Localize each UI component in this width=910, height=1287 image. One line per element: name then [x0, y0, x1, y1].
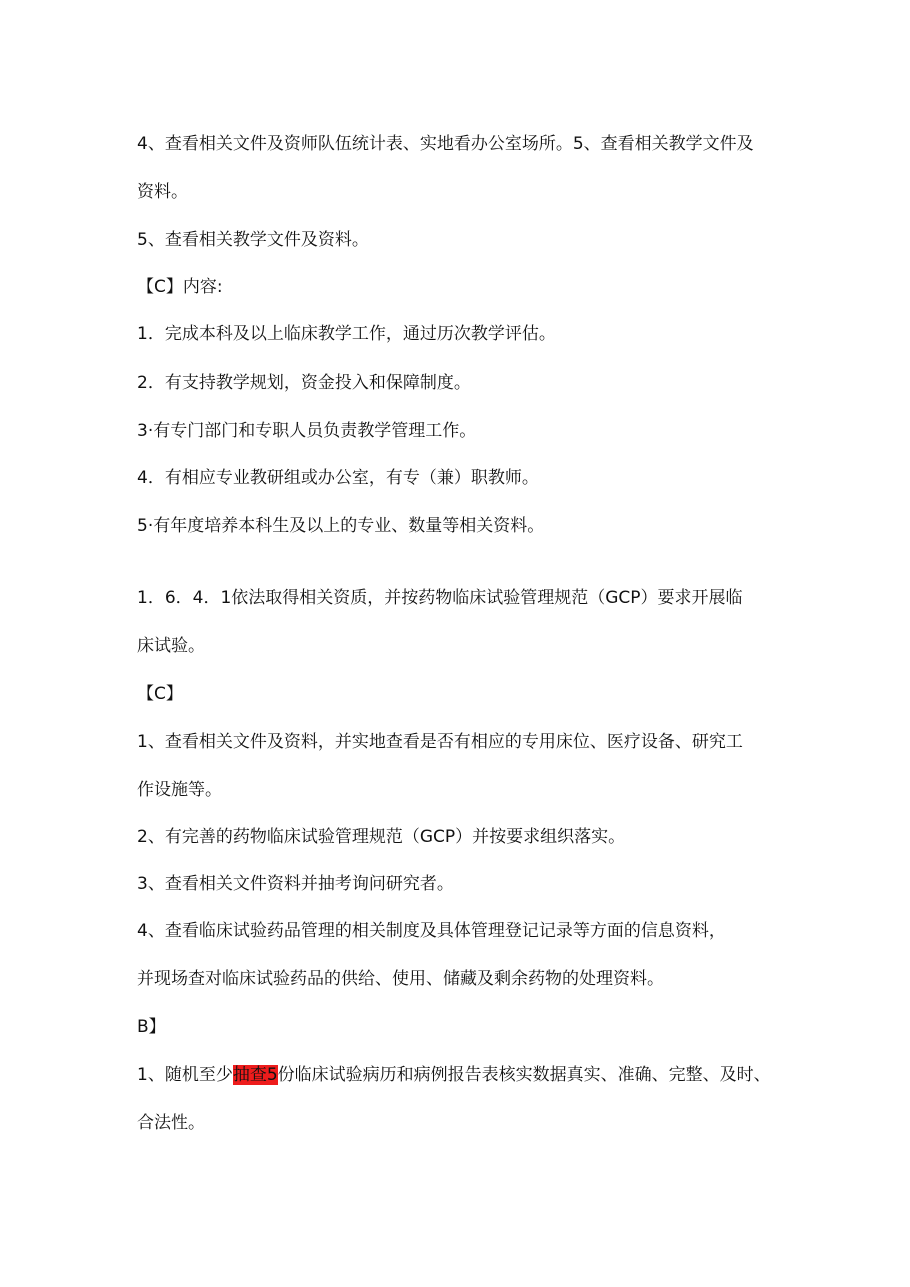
- section-heading: 【C】: [137, 684, 183, 704]
- list-item: 3·有专门部门和专职人员负责教学管理工作。: [137, 421, 477, 441]
- text-line: 并现场查对临床试验药品的供给、使用、储藏及剩余药物的处理资料。: [137, 969, 664, 989]
- text-line: 合法性。: [137, 1113, 205, 1133]
- text-segment: 1、随机至少: [137, 1065, 233, 1085]
- list-item: 2．有支持教学规划，资金投入和保障制度。: [137, 373, 471, 393]
- text-segment: 份临床试验病历和病例报告表核实数据真实、准确、完整、及时、: [277, 1065, 771, 1085]
- text-line: 作设施等。: [137, 780, 222, 800]
- list-item: [137, 1064, 771, 1086]
- text-line: 资料。: [137, 182, 188, 202]
- list-item: 5·有年度培养本科生及以上的专业、数量等相关资料。: [137, 516, 545, 536]
- list-item: 3、查看相关文件资料并抽考询问研究者。: [137, 874, 454, 894]
- highlighted-text: 抽查5: [232, 1065, 278, 1085]
- section-heading: B】: [137, 1017, 166, 1037]
- list-item: 1．完成本科及以上临床教学工作，通过历次教学评估。: [137, 324, 556, 344]
- list-item: 2、有完善的药物临床试验管理规范（GCP）并按要求组织落实。: [137, 827, 626, 847]
- list-item: 4、查看临床试验药品管理的相关制度及具体管理登记记录等方面的信息资料，: [137, 921, 726, 941]
- text-line: 床试验。: [137, 636, 205, 656]
- section-heading: 【C】内容:: [137, 277, 223, 297]
- clause-title: 1．6．4．1依法取得相关资质，并按药物临床试验管理规范（GCP）要求开展临: [137, 588, 743, 608]
- list-item: 4．有相应专业教研组或办公室，有专（兼）职教师。: [137, 468, 539, 488]
- text-line: 5、查看相关教学文件及资料。: [137, 230, 369, 250]
- list-item: 1、查看相关文件及资料，并实地查看是否有相应的专用床位、医疗设备、研究工: [137, 732, 743, 752]
- text-line: 4、查看相关文件及资师队伍统计表、实地看办公室场所。5、查看相关教学文件及: [137, 134, 754, 154]
